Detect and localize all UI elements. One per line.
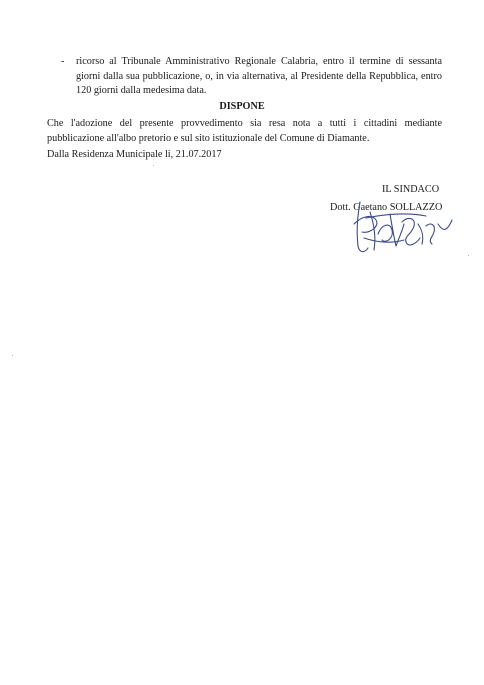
handwritten-signature <box>346 194 456 258</box>
section-heading: DISPONE <box>219 101 265 112</box>
signatory-name: Dott. Gaetano SOLLAZZO <box>330 202 443 213</box>
bullet-marker: - <box>61 56 65 67</box>
body-paragraph: Che l'adozione del presente provvedimento sia resa nota a tutti i cittadini mediante pubblicazione all'albo pretorio e sul sito istituzionale del Comune di Diamante. <box>47 118 442 144</box>
signatory-title: IL SINDACO <box>382 184 440 195</box>
scan-speck <box>153 165 154 166</box>
bullet-list-item <box>62 55 442 99</box>
scan-speck <box>12 355 13 356</box>
scan-speck <box>468 255 469 256</box>
dateline: Dalla Residenza Municipale li, 21.07.2017 <box>47 149 222 160</box>
bullet-text: ricorso al Tribunale Amministrativo Regionale Calabria, entro il termine di sessanta giorni dalla sua pubblicazione, o, in via alternativa, al Presidente della Repubblica, entro 120 giorni dalla medesima data. <box>76 56 442 96</box>
